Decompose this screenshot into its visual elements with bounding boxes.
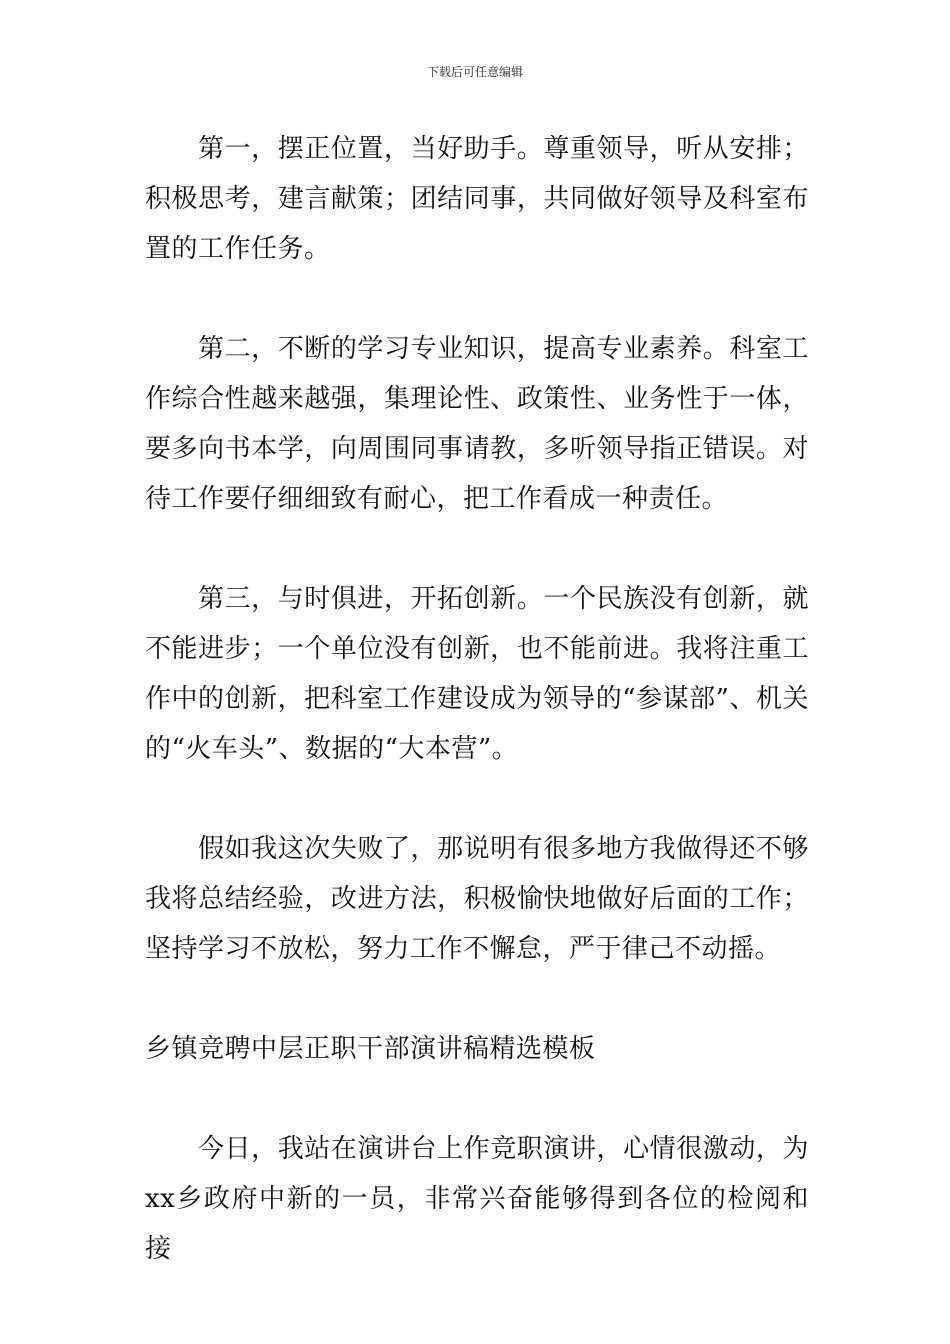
paragraph-5: 今日，我站在演讲台上作竞职演讲，心情很激动，为xx乡政府中新的一员，非常兴奋能够得到各位的检阅和接: [145, 1134, 809, 1264]
document-body: [145, 124, 809, 1274]
paragraph-gap: [145, 1074, 809, 1124]
paragraph-gap: [145, 524, 809, 574]
paragraph-2: 第二，不断的学习专业知识，提高专业素养。科室工作综合性越来越强，集理论性、政策性、业务性于一体，要多向书本学，向周围同事请教，多听领导指正错误。对待工作要仔细细致有耐心，把工作看成一种责任。: [145, 334, 809, 514]
paragraph-gap: [145, 274, 809, 324]
paragraph-3: 第三，与时俱进，开拓创新。一个民族没有创新，就不能进步；一个单位没有创新，也不能前进。我将注重工作中的创新，把科室工作建设成为领导的“参谋部”、机关的“火车头”、数据的“大本营”。: [145, 584, 809, 764]
page-header-note: 下载后可任意编辑: [426, 65, 523, 79]
section-title: 乡镇竞聘中层正职干部演讲稿精选模板: [145, 1034, 596, 1064]
paragraph-1: 第一，摆正位置，当好助手。尊重领导，听从安排；积极思考，建言献策；团结同事，共同做好领导及科室布置的工作任务。: [145, 134, 809, 264]
paragraph-gap: [145, 774, 809, 824]
paragraph-4: 假如我这次失败了，那说明有很多地方我做得还不够我将总结经验，改进方法，积极愉快地做好后面的工作；坚持学习不放松，努力工作不懈怠，严于律己不动摇。: [145, 834, 809, 964]
paragraph-gap: [145, 974, 809, 1024]
